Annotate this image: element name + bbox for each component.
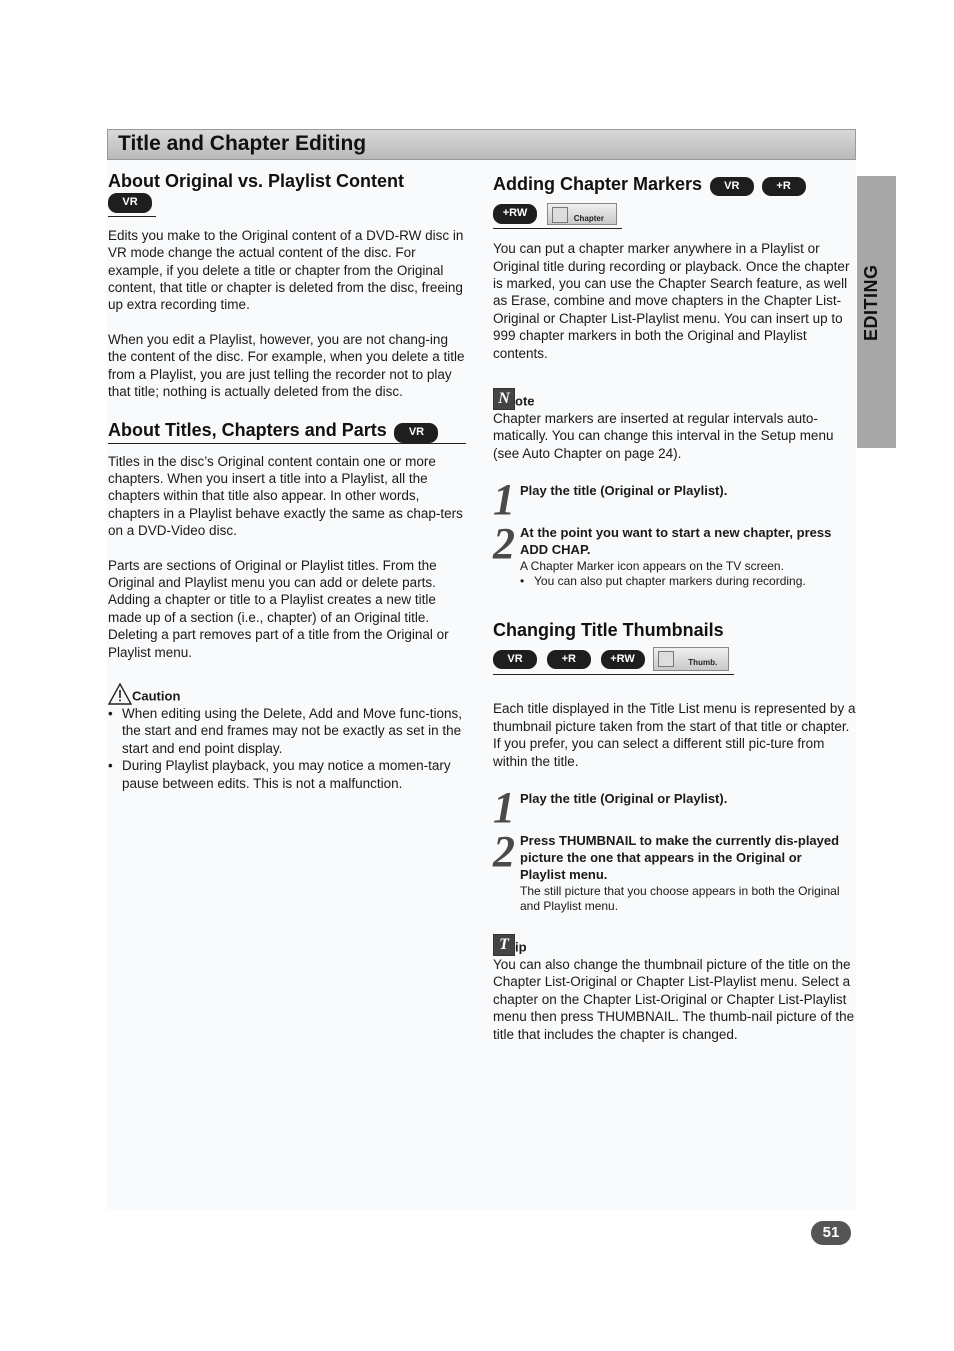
chapter-step-1 (493, 475, 853, 524)
thumbnail-step-2 (493, 827, 853, 922)
section-heading: About Original vs. Playlist Content (108, 171, 405, 191)
step-text: At the point you want to start a new chapter, press ADD CHAP. (520, 525, 832, 557)
note-label: ote (515, 393, 535, 409)
section-heading-row (108, 422, 466, 443)
tip-text: You can also change the thumbnail picture of the title on the Chapter List-Original or Chapter List-Playlist menu. Select a chapter on the Chapter List-Original or Chapter List-Playlist menu then press THUMBNAIL. The thumb-nail picture of the title that includes the chapter is changed. (493, 957, 855, 1042)
section-heading: About Titles, Chapters and Parts (108, 420, 387, 441)
title-bar (107, 129, 856, 160)
section-original-vs-playlist (108, 173, 466, 400)
caution-heading-row (108, 683, 466, 705)
step-number: 1 (493, 475, 515, 524)
thumbnail-step-1 (493, 783, 853, 832)
paragraph: Titles in the disc’s Original content contain one or more chapters. When you insert a title into a Playlist, all the chapters within that title also appear. In other words, chapters in a Playlist behave exactly the same as chap-ters on a DVD-Video disc. (108, 453, 463, 539)
paragraph: You can put a chapter marker anywhere in a Playlist or Original title during recording or playback. Once the chapter is marked, you can use the Chapter Search feature, as well as Erase, combine and move chapters in the Chapter List-Original or Chapter List-Playlist menu. You can insert up to 999 chapter markers in both the Original and Playlist contents. (493, 241, 850, 361)
paragraph: Edits you make to the Original content of a DVD-RW disc in VR mode change the actual content of the disc. For example, if you delete a title or chapter from the Original content, that title or chapter is deleted from the disc, freeing up extra recording time. (108, 227, 464, 313)
warning-triangle-icon (108, 683, 132, 705)
step-text: Press THUMBNAIL to make the currently dis-played picture the one that appears in the Original or Playlist menu. (520, 833, 840, 882)
caution-label: Caution (132, 688, 181, 704)
section-heading-row (493, 176, 857, 196)
chapter-step-2 (493, 519, 853, 594)
plus-rw-badge: +RW (601, 650, 645, 669)
step-number: 1 (493, 783, 515, 832)
right-column (493, 176, 857, 462)
step-text-block (520, 832, 840, 914)
vr-badge: VR (710, 177, 754, 196)
step-subtext: The still picture that you choose appears in both the Original and Playlist menu. (520, 884, 840, 913)
plus-rw-badge: +RW (493, 204, 537, 223)
chapter-icon (552, 207, 568, 223)
step-subtext: A Chapter Marker icon appears on the TV screen. (520, 559, 784, 573)
side-tab (857, 176, 896, 448)
paragraph: When you edit a Playlist, however, you are not chang-ing the content of the disc. For example, when you delete a title from a Playlist, you are just telling the recorder not to play that title; nothing is actually deleted from the disc. (108, 331, 465, 400)
badge-row (108, 190, 156, 216)
note-text: Chapter markers are inserted at regular intervals auto-matically. You can change this interval in the Setup menu (see Auto Chapter on page 24). (493, 410, 834, 461)
thumbnail-button-label: Thumb. (688, 658, 718, 668)
chapter-button (547, 203, 617, 225)
tip-icon: T (493, 934, 515, 956)
caution-list (108, 705, 466, 792)
plus-r-badge: +R (762, 177, 806, 196)
thumbnail-icon (658, 651, 674, 667)
vr-badge: VR (108, 193, 152, 212)
list-item: • When editing using the Delete, Add and Move func-tions, the start and end frames may not be exactly as set in the start and end point display. (108, 705, 466, 757)
paragraph: Each title displayed in the Title List menu is represented by a thumbnail picture taken from the start of that title or chapter. If you prefer, you can select a different still pic-ture from within the title. (493, 701, 856, 769)
note-heading-row (493, 388, 857, 410)
caution-box (108, 683, 466, 792)
section-heading: Adding Chapter Markers (493, 174, 703, 194)
page-number: 51 (811, 1221, 851, 1245)
paragraph: Parts are sections of Original or Playlist titles. From the Original and Playlist menu you can add or delete parts. Adding a chapter or title to a Playlist creates a new title made up of a section (i.e., chapter) of an Original title. Deleting a part removes part of a title from the Original or Playlist menu. (108, 557, 449, 660)
list-item: • During Playlist playback, you may notice a momen-tary pause between edits. This is not a malfunction. (108, 757, 466, 792)
vr-badge: VR (493, 650, 537, 669)
step-bullets (520, 574, 840, 589)
page-title: Title and Chapter Editing (118, 132, 367, 155)
badge-row (493, 639, 734, 675)
section-heading: Changing Title Thumbnails (493, 620, 724, 640)
step-number: 2 (493, 519, 515, 568)
tip-label: ip (515, 939, 527, 955)
step-text: Play the title (Original or Playlist). (520, 791, 728, 806)
plus-r-badge: +R (547, 650, 591, 669)
list-item: • You can also put chapter markers during recording. (520, 574, 840, 589)
note-icon: N (493, 388, 515, 410)
thumbnail-button (653, 647, 729, 671)
step-number: 2 (493, 827, 515, 876)
vr-badge: VR (394, 423, 438, 442)
side-tab-label: EDITING (861, 264, 881, 341)
step-text: Play the title (Original or Playlist). (520, 483, 728, 498)
chapter-button-label: Chapter (573, 214, 604, 224)
tip-section (493, 934, 857, 1043)
thumbnail-section (493, 622, 857, 770)
badge-row (493, 198, 622, 229)
left-column (108, 173, 466, 792)
tip-heading-row (493, 934, 857, 956)
step-text-block (520, 524, 840, 589)
